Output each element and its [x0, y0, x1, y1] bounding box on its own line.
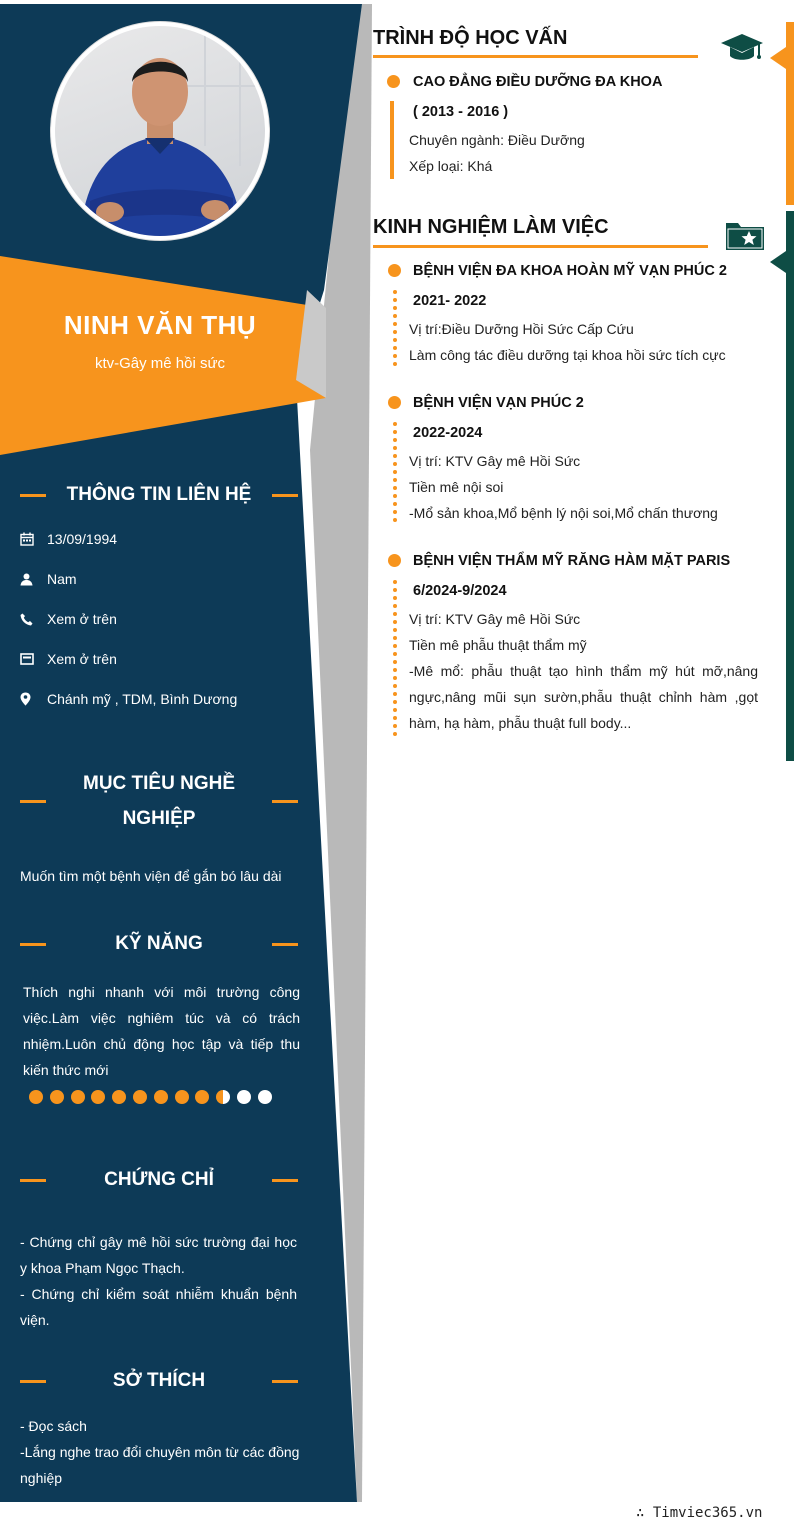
skill-rating-dot — [133, 1090, 147, 1104]
graduation-cap-icon — [720, 32, 764, 69]
skill-rating-dot — [112, 1090, 126, 1104]
job-line: Tiền mê phẫu thuật thẩm mỹ — [409, 637, 587, 653]
contact-email: Xem ở trên — [20, 651, 117, 667]
job-period: 6/2024-9/2024 — [413, 583, 507, 599]
user-icon — [20, 573, 47, 586]
experience-heading: KINH NGHIỆM LÀM VIỆC — [373, 216, 609, 238]
skill-rating-dot — [91, 1090, 105, 1104]
certificates-text: - Chứng chỉ gây mê hồi sức trường đại học y khoa Phạm Ngọc Thạch. - Chứng chỉ kiểm soát nhiễm khuẩn bệnh viện. — [20, 1234, 297, 1328]
hobbies-heading: SỞ THÍCH — [20, 1370, 298, 1392]
email-icon — [20, 653, 47, 666]
profile-photo — [51, 22, 269, 240]
name-block — [0, 310, 320, 372]
education-underline — [373, 55, 698, 58]
phone-icon — [20, 613, 47, 626]
skills-text: Thích nghi nhanh với môi trường công việc.Làm việc nghiêm túc và có trách nhiệm.Luôn chủ động học tập và tiếp thu kiến thức mới — [23, 984, 300, 1078]
skill-rating — [29, 1090, 279, 1104]
skill-rating-dot — [258, 1090, 272, 1104]
job-bullet — [388, 554, 401, 567]
skill-rating-dot — [50, 1090, 64, 1104]
contact-birthday: 13/09/1994 — [20, 531, 117, 547]
job-period: 2021- 2022 — [413, 293, 487, 309]
education-period: ( 2013 - 2016 ) — [413, 104, 509, 120]
job-line: -Mổ sản khoa,Mổ bệnh lý nội soi,Mổ chấn thương — [409, 505, 718, 521]
skills-heading: KỸ NĂNG — [20, 933, 298, 955]
hobbies-text: - Đọc sách -Lắng nghe trao đổi chuyên môn từ các đồng nghiệp — [20, 1418, 300, 1486]
job-company: BỆNH VIỆN THẨM MỸ RĂNG HÀM MẶT PARIS — [413, 553, 731, 569]
job-company: BỆNH VIỆN ĐA KHOA HOÀN MỸ VẠN PHÚC 2 — [413, 263, 727, 279]
skill-rating-dot — [175, 1090, 189, 1104]
education-heading: TRÌNH ĐỘ HỌC VẤN — [373, 27, 568, 49]
education-grade: Xếp loại: Khá — [409, 158, 493, 174]
education-timeline — [390, 101, 394, 179]
contact-phone: Xem ở trên — [20, 611, 117, 627]
skill-rating-dot — [195, 1090, 209, 1104]
skill-rating-dot — [237, 1090, 251, 1104]
star-folder-icon — [725, 219, 765, 256]
contact-heading: THÔNG TIN LIÊN HỆ — [20, 484, 298, 506]
education-bullet — [387, 75, 400, 88]
job-line: Vị trí: KTV Gây mê Hồi Sức — [409, 453, 581, 469]
job-bullet — [388, 396, 401, 409]
location-icon — [20, 692, 47, 706]
skill-rating-dot — [154, 1090, 168, 1104]
experience-underline — [373, 245, 708, 248]
job-description: -Mê mổ: phẫu thuật tạo hình thẩm mỹ hút mỡ,nâng ngực,nâng mũi sụn sườn,phẫu thuật chỉnh hàm ,gọt hàm, hạ hàm, phẫu thuật full body... — [409, 663, 758, 731]
job-period: 2022-2024 — [413, 425, 483, 441]
education-school: CAO ĐẲNG ĐIỀU DƯỠNG ĐA KHOA — [413, 74, 663, 90]
skill-rating-dot — [29, 1090, 43, 1104]
watermark: ∴ Timviec365.vn — [636, 1505, 763, 1521]
job-line: Tiền mê nội soi — [409, 479, 504, 495]
job-timeline — [393, 422, 397, 528]
job-line: Vị trí:Điều Dưỡng Hồi Sức Cấp Cứu — [409, 321, 634, 337]
skill-rating-dot — [216, 1090, 230, 1104]
calendar-icon — [20, 532, 47, 546]
job-line: Làm công tác điều dưỡng tại khoa hồi sức tích cực — [409, 347, 726, 363]
contact-gender: Nam — [20, 571, 77, 587]
objective-text: Muốn tìm một bệnh viện để gắn bó lâu dài — [20, 868, 282, 884]
job-company: BỆNH VIỆN VẠN PHÚC 2 — [413, 395, 584, 411]
education-major: Chuyên ngành: Điều Dưỡng — [409, 132, 585, 148]
objective-heading: MỤC TIÊU NGHỀ NGHIỆP — [20, 766, 298, 836]
job-timeline — [393, 290, 397, 370]
certificates-heading: CHỨNG CHỈ — [20, 1169, 298, 1191]
contact-address: Chánh mỹ , TDM, Bình Dương — [20, 691, 237, 707]
job-line: Vị trí: KTV Gây mê Hồi Sức — [409, 611, 581, 627]
skill-rating-dot — [71, 1090, 85, 1104]
job-timeline — [393, 580, 397, 738]
job-bullet — [388, 264, 401, 277]
full-name: NINH VĂN THỤ — [63, 310, 257, 340]
job-title: ktv-Gây mê hồi sức — [94, 355, 226, 372]
